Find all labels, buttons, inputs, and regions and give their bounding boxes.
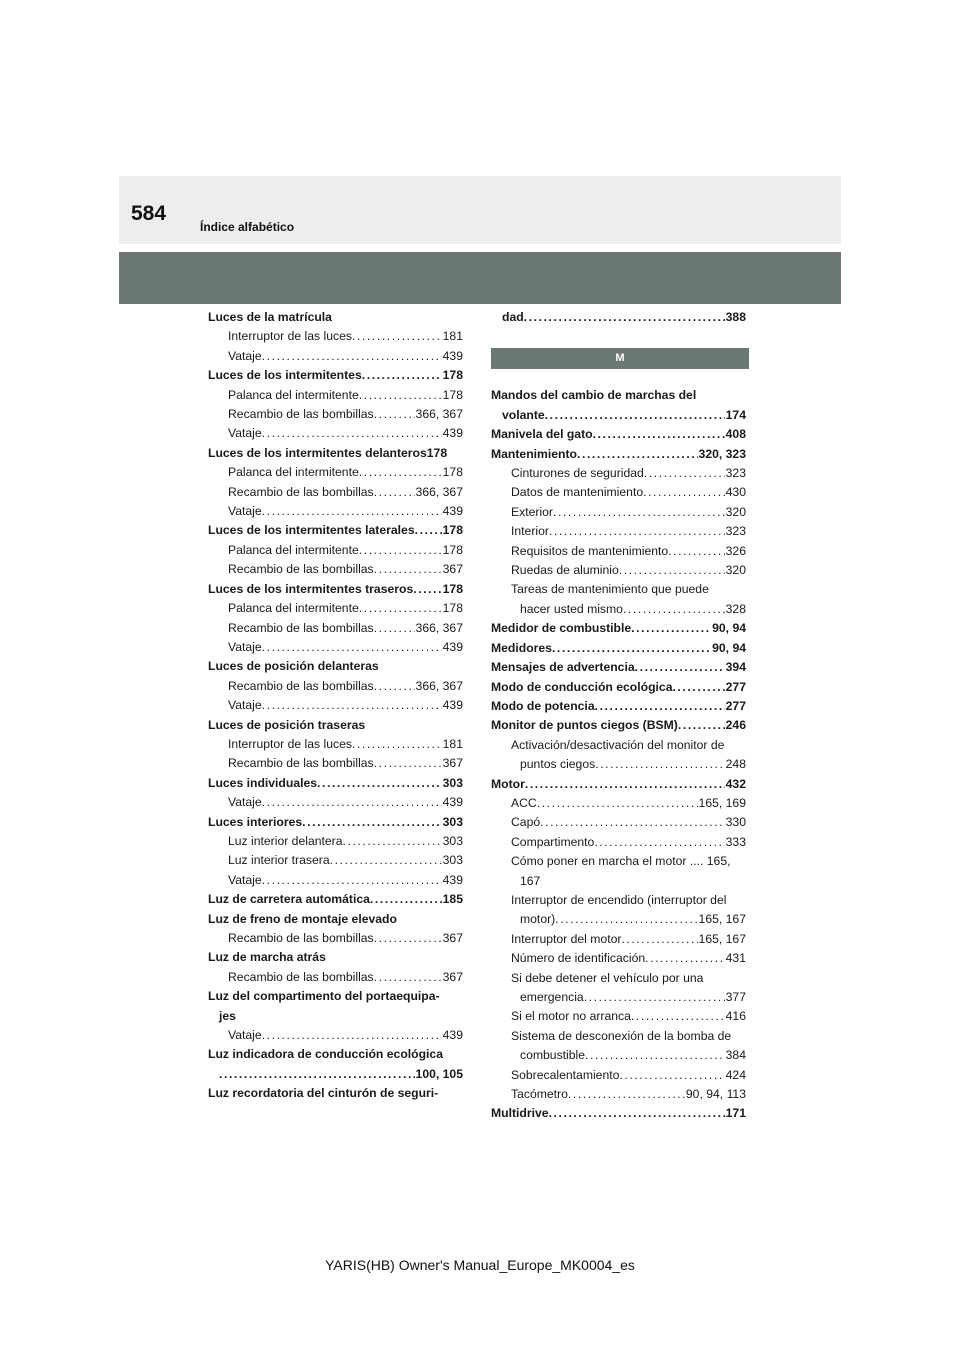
index-entry <box>208 347 463 366</box>
page-ref[interactable]: 165, 169 <box>698 795 746 810</box>
index-entry <box>491 794 746 813</box>
page-ref[interactable]: 320, 323 <box>698 446 746 461</box>
dot-leader <box>585 1046 725 1065</box>
index-entry <box>208 580 463 599</box>
dot-leader <box>413 580 441 599</box>
page-ref[interactable]: 366, 367 <box>415 620 463 635</box>
entry-text: Medidores <box>491 640 552 655</box>
index-entry <box>491 522 746 541</box>
dot-leader <box>415 521 442 540</box>
index-entry <box>491 930 746 949</box>
dot-leader <box>374 754 442 773</box>
page-ref[interactable]: 174 <box>725 407 746 422</box>
index-entry <box>491 852 746 871</box>
index-entry <box>491 308 746 327</box>
index-entry <box>208 793 463 812</box>
page-ref[interactable]: 181 <box>442 736 463 751</box>
dot-leader <box>643 483 725 502</box>
entry-text: Luz del compartimento del portaequipa- <box>208 989 440 1004</box>
index-continuation <box>491 308 746 327</box>
entry-text: Luces de posición delanteras <box>208 659 379 674</box>
dot-leader <box>219 1065 415 1084</box>
entry-text: Luz de carretera automática <box>208 892 370 907</box>
entry-text: Vataje <box>228 639 262 654</box>
page-ref[interactable]: 366, 367 <box>415 678 463 693</box>
entry-text: Luces individuales <box>208 775 318 790</box>
page-ref[interactable]: 178 <box>442 368 463 383</box>
dot-leader <box>645 949 725 968</box>
index-entry <box>208 948 463 967</box>
section-band <box>119 252 841 304</box>
dot-leader <box>594 833 724 852</box>
entry-text: Recambio de las bombillas <box>228 678 374 693</box>
page-ref[interactable]: 303 <box>442 814 463 829</box>
page-ref[interactable]: 439 <box>442 1028 463 1043</box>
entry-text: Capó <box>511 815 541 830</box>
entry-text: Sistema de desconexión de la bomba de <box>511 1028 732 1043</box>
dot-leader <box>553 503 725 522</box>
index-entry <box>491 1066 746 1085</box>
entry-text: Luces de los intermitentes laterales <box>208 523 415 538</box>
dot-leader <box>343 832 442 851</box>
section-title: Índice alfabético <box>200 220 295 234</box>
dot-leader <box>262 347 442 366</box>
index-entry <box>491 678 746 697</box>
index-entry <box>208 910 463 929</box>
dot-leader <box>262 638 442 657</box>
dot-leader <box>374 405 415 424</box>
page-ref[interactable]: 367 <box>442 969 463 984</box>
entry-text: Recambio de las bombillas <box>228 620 374 635</box>
page-ref[interactable]: 377 <box>725 990 746 1004</box>
entry-text: Cinturones de seguridad <box>511 466 644 481</box>
index-entry <box>491 1046 746 1065</box>
page-ref[interactable]: 320 <box>725 504 746 519</box>
dot-leader <box>374 968 442 987</box>
entry-text: Cómo poner en marcha el motor .... 165, <box>511 854 731 869</box>
index-entry <box>208 677 463 696</box>
dot-leader <box>374 560 442 579</box>
page-ref[interactable]: 328 <box>725 601 746 616</box>
entry-text: Ruedas de aluminio <box>511 563 619 578</box>
entry-text: Interior <box>511 524 549 539</box>
dot-leader <box>262 793 442 812</box>
index-entry <box>208 327 463 346</box>
index-entry <box>491 891 746 910</box>
page-ref[interactable]: 432 <box>725 776 746 791</box>
entry-text: Palanca del intermitente <box>228 387 359 402</box>
page-number: 584 <box>131 202 167 225</box>
entry-text: Interruptor de las luces <box>228 736 352 751</box>
page-ref[interactable]: 178 <box>442 387 463 402</box>
entry-text: emergencia <box>520 990 584 1004</box>
entry-text: Luces de los intermitentes delanteros178 <box>208 445 448 460</box>
page-ref[interactable]: 408 <box>725 427 746 442</box>
index-entry <box>208 386 463 405</box>
dot-leader <box>359 463 442 482</box>
index-entry <box>208 424 463 443</box>
entry-text: Exterior <box>511 504 553 519</box>
index-entry <box>491 969 746 988</box>
index-entry <box>491 542 746 561</box>
entry-text: Requisitos de mantenimiento <box>511 543 669 558</box>
index-entry <box>208 968 463 987</box>
page-ref[interactable]: 367 <box>442 931 463 945</box>
entry-text: Vataje <box>228 872 262 887</box>
index-entry <box>491 755 746 774</box>
page-ref[interactable]: 178 <box>442 601 463 616</box>
index-entry <box>491 813 746 832</box>
page-ref[interactable]: 439 <box>442 504 463 519</box>
index-entry <box>491 600 746 619</box>
entry-text: puntos ciegos <box>520 757 596 772</box>
dot-leader <box>525 775 725 794</box>
index-entries-m <box>491 386 746 1123</box>
index-entry <box>491 872 746 891</box>
dot-leader <box>262 696 442 715</box>
dot-leader <box>302 813 442 832</box>
dot-leader <box>584 988 725 1007</box>
dot-leader <box>374 483 415 502</box>
dot-leader <box>317 774 442 793</box>
dot-leader <box>359 541 442 560</box>
page-ref[interactable]: 277 <box>725 679 746 694</box>
page-ref[interactable]: 439 <box>442 795 463 810</box>
dot-leader <box>374 929 442 948</box>
page-ref[interactable]: 333 <box>725 834 746 849</box>
dot-leader <box>524 308 725 327</box>
page-ref[interactable]: 384 <box>725 1048 746 1063</box>
dot-leader <box>540 813 725 832</box>
index-entry <box>208 444 463 463</box>
index-entry <box>208 1045 463 1064</box>
entry-text: Mantenimiento <box>491 446 577 461</box>
entry-text: Vataje <box>228 348 262 363</box>
entry-text: hacer usted mismo <box>520 601 623 616</box>
index-entry <box>208 735 463 754</box>
dot-leader <box>262 424 442 443</box>
page-ref[interactable]: 366, 367 <box>415 407 463 422</box>
index-entry <box>491 503 746 522</box>
page-ref[interactable]: 246 <box>725 718 746 733</box>
index-entry <box>208 1007 463 1026</box>
entry-text: Luz recordatoria del cinturón de seguri- <box>208 1086 439 1101</box>
dot-leader <box>593 425 725 444</box>
entry-text: ACC <box>511 795 537 810</box>
page-ref[interactable]: 366, 367 <box>415 484 463 499</box>
entry-text: 167 <box>520 873 541 888</box>
index-entry <box>208 987 463 1006</box>
entry-text: volante <box>502 407 545 422</box>
index-entry <box>208 502 463 521</box>
entry-text: Interruptor de las luces <box>228 329 352 344</box>
entry-text: Vataje <box>228 795 262 810</box>
letter-header: M <box>491 348 749 369</box>
dot-leader <box>549 522 725 541</box>
index-entry <box>208 657 463 676</box>
index-entry <box>208 599 463 618</box>
index-entry <box>491 580 746 599</box>
page-ref[interactable]: 430 <box>725 485 746 500</box>
page-ref[interactable]: 367 <box>442 562 463 577</box>
dot-leader <box>678 716 725 735</box>
index-entry <box>208 405 463 424</box>
page-ref[interactable]: 439 <box>442 426 463 441</box>
footer-text: YARIS(HB) Owner's Manual_Europe_MK0004_es <box>325 1257 635 1273</box>
index-entry <box>208 890 463 909</box>
dot-leader <box>621 930 697 949</box>
index-entry <box>491 561 746 580</box>
entry-text: Número de identificación <box>511 951 646 966</box>
index-entry <box>208 560 463 579</box>
entry-text: Vataje <box>228 698 262 713</box>
index-entry <box>491 464 746 483</box>
page-ref[interactable]: 330 <box>725 815 746 830</box>
index-entry <box>208 851 463 870</box>
dot-leader <box>644 464 725 483</box>
entry-text: Vataje <box>228 1028 262 1043</box>
entry-text: Palanca del intermitente <box>228 465 359 480</box>
index-entry <box>491 910 746 929</box>
page-ref[interactable]: 165, 167 <box>698 912 746 927</box>
dot-leader <box>537 794 698 813</box>
dot-leader <box>330 851 442 870</box>
entry-text: Luces de posición traseras <box>208 717 366 732</box>
dot-leader <box>262 502 442 521</box>
entry-text: Motor <box>491 776 525 791</box>
dot-leader <box>549 1104 725 1123</box>
entry-text: Vataje <box>228 426 262 441</box>
entry-text: Si debe detener el vehículo por una <box>511 970 704 985</box>
dot-leader <box>362 366 442 385</box>
entry-text: Luz indicadora de conducción ecológica <box>208 1047 443 1062</box>
index-entry <box>491 386 746 405</box>
index-entry <box>208 871 463 890</box>
dot-leader <box>595 755 724 774</box>
dot-leader <box>545 406 725 425</box>
dot-leader <box>262 1026 442 1045</box>
page-ref[interactable]: 90, 94 <box>712 621 746 636</box>
index-entry <box>208 754 463 773</box>
index-entry <box>208 696 463 715</box>
dot-leader <box>619 561 725 580</box>
page-ref[interactable]: 171 <box>725 1106 746 1121</box>
page-ref[interactable]: 181 <box>442 329 463 344</box>
page-ref[interactable]: 165, 167 <box>698 931 746 946</box>
entry-text: Datos de mantenimiento <box>511 485 644 500</box>
dot-leader <box>359 599 442 618</box>
page-ref[interactable]: 277 <box>725 698 746 713</box>
index-entry <box>208 366 463 385</box>
index-entry <box>491 833 746 852</box>
index-entry <box>491 639 746 658</box>
page-ref[interactable]: 320 <box>725 563 746 578</box>
index-entry <box>208 638 463 657</box>
index-entry <box>208 716 463 735</box>
entry-text: Si el motor no arranca <box>511 1009 631 1024</box>
index-entry <box>491 425 746 444</box>
entry-text: Mandos del cambio de marchas del <box>491 388 697 403</box>
entry-text: Luces de los intermitentes traseros <box>208 581 414 596</box>
entry-text: motor) <box>520 912 556 927</box>
index-entry <box>491 658 746 677</box>
page-ref[interactable]: 439 <box>442 698 463 713</box>
index-entry <box>491 483 746 502</box>
page-ref[interactable]: 416 <box>725 1009 746 1024</box>
page-ref[interactable]: 178 <box>442 581 463 596</box>
page-ref[interactable]: 394 <box>725 660 746 675</box>
entry-text: dad <box>502 310 524 324</box>
page-ref[interactable]: 185 <box>442 892 463 907</box>
page-ref[interactable]: 439 <box>442 348 463 363</box>
index-entry <box>491 1027 746 1046</box>
entry-text: Recambio de las bombillas <box>228 931 374 945</box>
entry-text: Palanca del intermitente <box>228 542 359 557</box>
page-ref[interactable]: 100, 105 <box>415 1066 463 1081</box>
page-ref[interactable]: 178 <box>442 465 463 480</box>
entry-text: Monitor de puntos ciegos (BSM) <box>491 718 678 733</box>
index-entry <box>491 988 746 1007</box>
entry-text: Recambio de las bombillas <box>228 969 374 984</box>
page-ref[interactable]: 388 <box>725 310 746 324</box>
dot-leader <box>595 697 725 716</box>
index-entry <box>491 619 746 638</box>
index-entry <box>491 736 746 755</box>
index-entry <box>491 949 746 968</box>
page-ref[interactable]: 424 <box>725 1067 746 1082</box>
page-ref[interactable]: 439 <box>442 872 463 887</box>
entry-text: jes <box>219 1008 236 1023</box>
index-entry <box>208 521 463 540</box>
dot-leader <box>374 677 415 696</box>
entry-text: Palanca del intermitente <box>228 601 359 616</box>
index-entry <box>208 483 463 502</box>
index-entry <box>491 1007 746 1026</box>
entry-text: Medidor de combustible <box>491 621 632 636</box>
page-ref[interactable]: 303 <box>442 833 463 848</box>
dot-leader <box>577 445 698 464</box>
entry-text: Mensajes de advertencia <box>491 660 635 675</box>
index-entry <box>491 775 746 794</box>
index-entry <box>208 832 463 851</box>
page-ref[interactable]: 303 <box>442 775 463 790</box>
index-entry <box>491 1085 746 1104</box>
dot-leader <box>370 890 442 909</box>
page-ref[interactable]: 326 <box>725 543 746 558</box>
page-ref[interactable]: 178 <box>442 523 463 538</box>
dot-leader <box>623 600 725 619</box>
index-entry <box>208 929 463 948</box>
entry-text: Luz interior delantera <box>228 833 343 848</box>
page-ref[interactable]: 431 <box>725 951 746 966</box>
entry-text: Luces de los intermitentes <box>208 368 362 383</box>
index-column-right <box>491 308 746 1124</box>
entry-text: Tareas de mantenimiento que puede <box>511 582 709 597</box>
entry-text: Compartimento <box>511 834 595 849</box>
entry-text: Multidrive <box>491 1106 549 1121</box>
dot-leader <box>619 1066 724 1085</box>
index-entry <box>491 445 746 464</box>
index-entry <box>491 716 746 735</box>
entry-text: Tacómetro <box>511 1087 568 1102</box>
page-ref[interactable]: 90, 94 <box>712 640 746 655</box>
entry-text: Activación/desactivación del monitor de <box>511 737 725 752</box>
index-entry <box>208 813 463 832</box>
dot-leader <box>672 678 724 697</box>
dot-leader <box>635 658 725 677</box>
index-entry <box>208 1084 463 1103</box>
index-entry <box>491 1104 746 1123</box>
entry-text: Modo de potencia <box>491 698 595 713</box>
dot-leader <box>374 619 415 638</box>
index-entry <box>208 463 463 482</box>
index-entry <box>208 1065 463 1084</box>
page-ref[interactable]: 323 <box>725 524 746 539</box>
entry-text: Luces de la matrícula <box>208 310 332 324</box>
dot-leader <box>631 619 711 638</box>
entry-text: Interruptor de encendido (interruptor del <box>511 892 727 907</box>
dot-leader <box>631 1007 725 1026</box>
dot-leader <box>552 639 711 658</box>
dot-leader <box>568 1085 685 1104</box>
index-entry <box>208 1026 463 1045</box>
index-column-left <box>208 308 463 1104</box>
entry-text: Sobrecalentamiento <box>511 1067 620 1082</box>
entry-text: Modo de conducción ecológica <box>491 679 673 694</box>
index-entry <box>208 541 463 560</box>
dot-leader <box>262 871 442 890</box>
page-ref[interactable]: 303 <box>442 853 463 868</box>
entry-text: Recambio de las bombillas <box>228 562 374 577</box>
dot-leader <box>668 542 724 561</box>
page-ref[interactable]: 90, 94, 113 <box>685 1087 746 1102</box>
entry-text: Manivela del gato <box>491 427 593 442</box>
entry-text: Luz de freno de montaje elevado <box>208 911 397 926</box>
entry-text: combustible <box>520 1048 586 1063</box>
dot-leader <box>352 735 442 754</box>
index-entry <box>208 774 463 793</box>
index-entry <box>208 308 463 327</box>
page-ref[interactable]: 248 <box>725 757 746 772</box>
page-ref[interactable]: 439 <box>442 639 463 654</box>
entry-text: Luz de marcha atrás <box>208 950 326 965</box>
page-ref[interactable]: 178 <box>442 542 463 557</box>
index-entry <box>491 697 746 716</box>
entry-text: Luz interior trasera <box>228 853 330 868</box>
page-ref[interactable]: 367 <box>442 756 463 771</box>
dot-leader <box>352 327 442 346</box>
entry-text: Recambio de las bombillas <box>228 407 374 422</box>
entry-text: Recambio de las bombillas <box>228 756 374 771</box>
entry-text: Vataje <box>228 504 262 519</box>
index-entry <box>208 619 463 638</box>
dot-leader <box>359 386 442 405</box>
entry-text: Luces interiores <box>208 814 303 829</box>
page-ref[interactable]: 323 <box>725 466 746 481</box>
dot-leader <box>555 910 697 929</box>
entry-text: Recambio de las bombillas <box>228 484 374 499</box>
index-entry <box>491 406 746 425</box>
entry-text: Interruptor del motor <box>511 931 622 946</box>
